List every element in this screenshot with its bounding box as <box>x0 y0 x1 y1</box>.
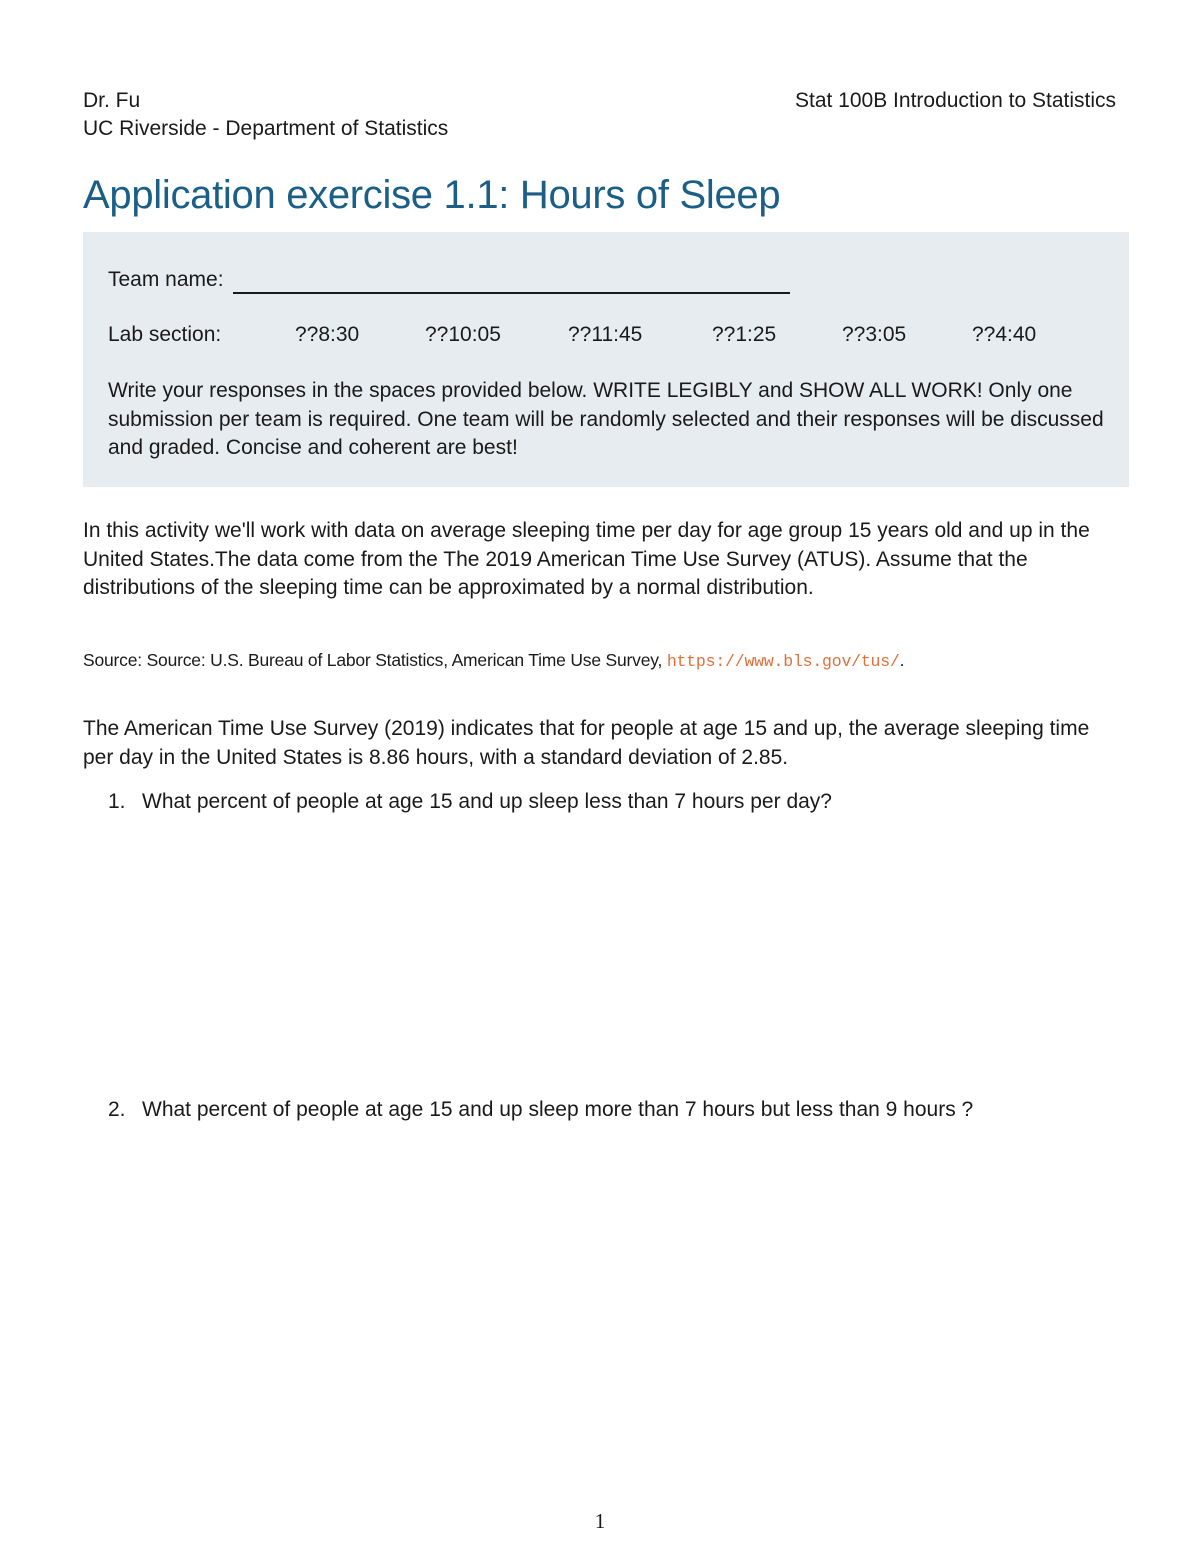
lab-option-1005[interactable]: ??10:05 <box>425 323 501 346</box>
question-2 <box>108 1096 973 1124</box>
question-number: 1. <box>108 790 126 813</box>
intro-paragraph: In this activity we'll work with data on average sleeping time per day for age group 15 years old and up in the United States.The data come from the The 2019 American Time Use Survey (ATUS). Assume that the distributions of the sleeping time can be approximated by a normal distribution. <box>83 519 1090 599</box>
survey-paragraph: The American Time Use Survey (2019) indicates that for people at age 15 and up, the average sleeping time per day in the United States is 8.86 hours, with a standard deviation of 2.85. <box>83 717 1090 769</box>
lab-option-0440[interactable]: ??4:40 <box>972 323 1037 346</box>
source-end: . <box>899 650 905 670</box>
header-department: UC Riverside - Department of Statistics <box>83 117 449 140</box>
lab-option-0830[interactable]: ??8:30 <box>295 323 360 346</box>
lab-option-1145[interactable]: ??11:45 <box>568 323 643 346</box>
source-line <box>83 648 1123 674</box>
page-title: Application exercise 1.1: Hours of Sleep <box>83 173 781 217</box>
lab-section-label: Lab section: <box>108 323 222 346</box>
header-author: Dr. Fu <box>83 89 141 112</box>
question-text: What percent of people at age 15 and up sleep less than 7 hours per day? <box>142 790 832 813</box>
info-box <box>83 232 1129 487</box>
question-1 <box>108 788 832 816</box>
page-number: 1 <box>594 1509 606 1533</box>
header-course: Stat 100B Introduction to Statistics <box>794 89 1116 112</box>
lab-option-0125[interactable]: ??1:25 <box>712 323 777 346</box>
source-text: Source: Source: U.S. Bureau of Labor Statistics, American Time Use Survey, <box>83 650 667 670</box>
question-number: 2. <box>108 1098 126 1121</box>
team-name-row <box>108 266 790 294</box>
lab-option-0305[interactable]: ??3:05 <box>842 323 907 346</box>
source-link[interactable]: https://www.bls.gov/tus/ <box>666 652 900 671</box>
question-text: What percent of people at age 15 and up sleep more than 7 hours but less than 9 hours ? <box>142 1098 974 1121</box>
instructions-text: Write your responses in the spaces provided below. WRITE LEGIBLY and SHOW ALL WORK! Only one submission per team is required. One team will be randomly selected and their responses will be discussed and graded. Concise and coherent are best! <box>108 379 1104 459</box>
team-name-label: Team name: <box>108 268 224 291</box>
team-name-blank[interactable] <box>233 270 790 294</box>
